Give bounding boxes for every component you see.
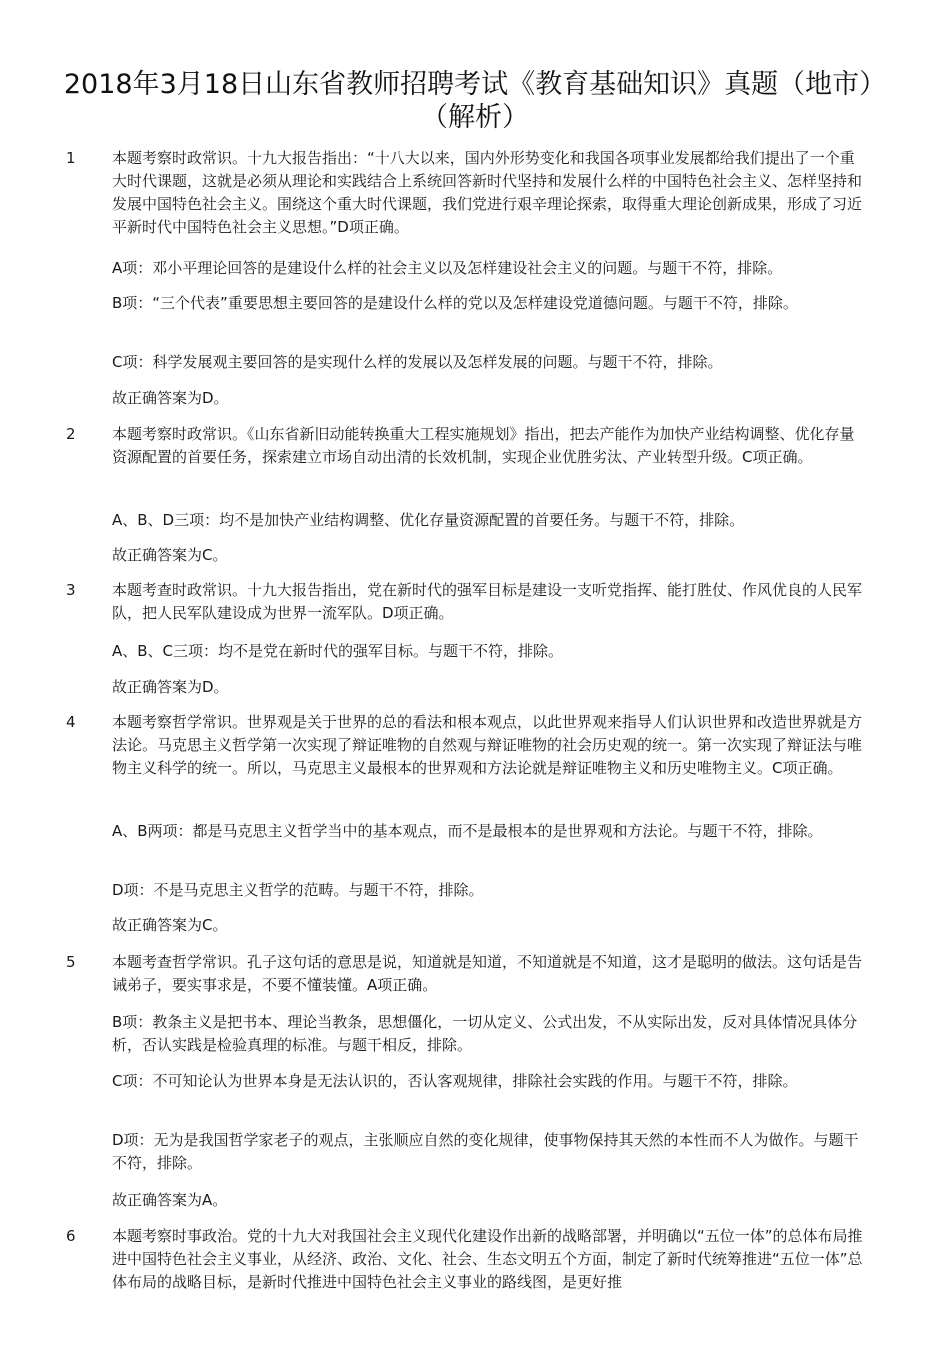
answer-line: 故正确答案为C。 [112,546,228,564]
option-explanation: A、B、D三项：均不是加快产业结构调整、优化存量资源配置的首要任务。与题干不符，排除。 [112,511,745,529]
analysis-paragraph: 本题考查哲学常识。孔子这句话的意思是说，知道就是知道，不知道就是不知道，这才是聪明的做法。这句话是告诫弟子，要实事求是，不要不懂装懂。A项正确。 [112,953,863,994]
analysis-paragraph: 本题考察时事政治。党的十九大对我国社会主义现代化建设作出新的战略部署，并明确以“五位一体”的总体布局推进中国特色社会主义事业，从经济、政治、文化、社会、生态文明五个方面，制定了新时代统筹推进“五位一体”总体布局的战略目标，是新时代推进中国特色社会主义事业的路线图，是更好推 [112,1227,863,1291]
option-explanation: C项：不可知论认为世界本身是无法认识的，否认客观规律，排除社会实践的作用。与题干不符，排除。 [112,1072,798,1090]
option-explanation: C项：科学发展观主要回答的是实现什么样的发展以及怎样发展的问题。与题干不符，排除。 [112,353,723,371]
answer-line: 故正确答案为A。 [112,1191,228,1209]
question-number: 1 [66,149,76,167]
question-number: 4 [66,713,76,731]
option-explanation: A、B两项：都是马克思主义哲学当中的基本观点，而不是最根本的是世界观和方法论。与题干不符，排除。 [112,822,823,840]
option-explanation: D项：无为是我国哲学家老子的观点，主张顺应自然的变化规律，使事物保持其天然的本性而不人为做作。与题干不符，排除。 [112,1131,859,1172]
option-explanation: B项：教条主义是把书本、理论当教条，思想僵化，一切从定义、公式出发，不从实际出发，反对具体情况具体分析，否认实践是检验真理的标准。与题干相反，排除。 [112,1013,858,1054]
analysis-paragraph: 本题考察时政常识。《山东省新旧动能转换重大工程实施规划》指出，把去产能作为加快产业结构调整、优化存量资源配置的首要任务，探索建立市场自动出清的长效机制，实现企业优胜劣汰、产业转型升级。C项正确。 [112,425,855,466]
answer-line: 故正确答案为D。 [112,389,229,407]
answer-line: 故正确答案为C。 [112,916,228,934]
question-number: 6 [66,1227,76,1245]
option-explanation: A、B、C三项：均不是党在新时代的强军目标。与题干不符，排除。 [112,642,564,660]
analysis-paragraph: 本题考察哲学常识。世界观是关于世界的总的看法和根本观点，以此世界观来指导人们认识世界和改造世界就是方法论。马克思主义哲学第一次实现了辩证唯物的自然观与辩证唯物的社会历史观的统一。第一次实现了辩证法与唯物主义科学的统一。所以，马克思主义最根本的世界观和方法论就是辩证唯物主义和历史唯物主义。C项正确。 [112,713,863,777]
question-number: 3 [66,581,76,599]
option-explanation: B项：“三个代表”重要思想主要回答的是建设什么样的党以及怎样建设党道德问题。与题干不符，排除。 [112,294,798,312]
analysis-paragraph: 本题考察时政常识。十九大报告指出：“十八大以来，国内外形势变化和我国各项事业发展都给我们提出了一个重大时代课题，这就是必须从理论和实践结合上系统回答新时代坚持和发展什么样的中国特色社会主义、怎样坚持和发展中国特色社会主义。围绕这个重大时代课题，我们党进行艰辛理论探索，取得重大理论创新成果，形成了习近平新时代中国特色社会主义思想。”D项正确。 [112,149,863,236]
option-explanation: A项：邓小平理论回答的是建设什么样的社会主义以及怎样建设社会主义的问题。与题干不符，排除。 [112,259,783,277]
question-number: 5 [66,953,76,971]
document-title: 2018年3月18日山东省教师招聘考试《教育基础知识》真题（地市）（解析） [63,69,887,133]
answer-line: 故正确答案为D。 [112,678,229,696]
analysis-paragraph: 本题考查时政常识。十九大报告指出，党在新时代的强军目标是建设一支听党指挥、能打胜仗、作风优良的人民军队，把人民军队建设成为世界一流军队。D项正确。 [112,581,863,622]
option-explanation: D项：不是马克思主义哲学的范畴。与题干不符，排除。 [112,881,484,899]
question-number: 2 [66,425,76,443]
